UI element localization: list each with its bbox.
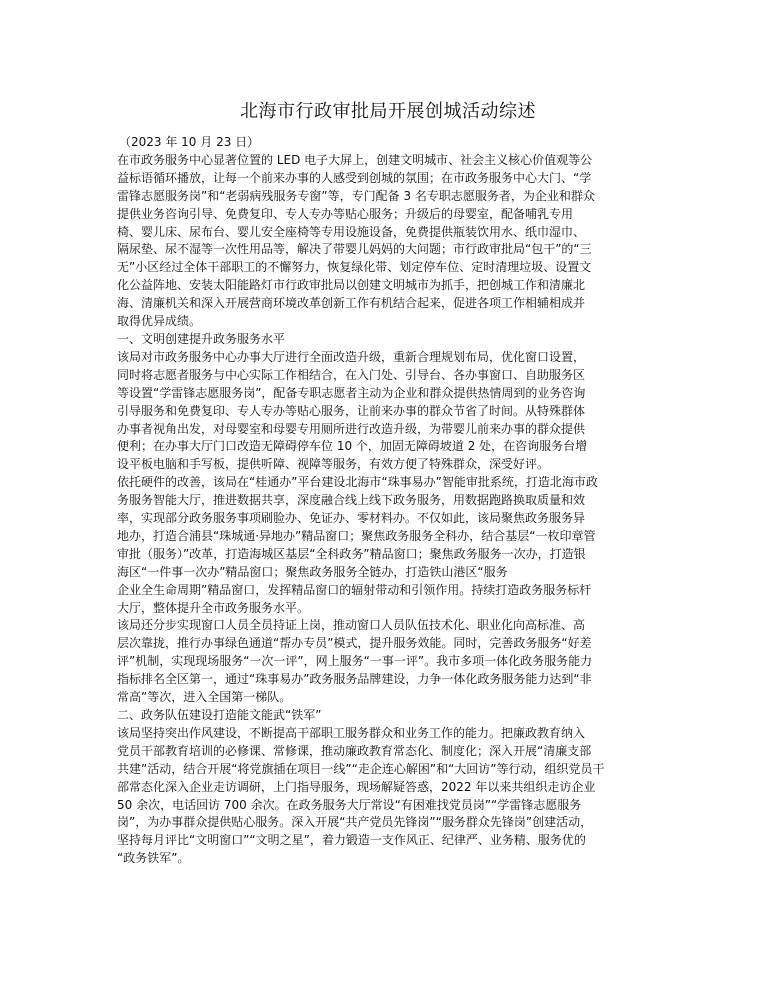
- body-text-line: 该局坚持突出作风建设，不断提高干部职工服务群众和业务工作的能力。把廉政教育纳入: [117, 725, 586, 740]
- body-text-line: 大厅，整体提升全市政务服务水平。: [117, 600, 310, 615]
- body-text-line: 海区“一件事一次办”精品窗口；聚焦政务服务全链办，打造铁山港区“服务: [117, 564, 508, 579]
- body-text-line: 常高”等次，进入全国第一梯队。: [117, 690, 292, 705]
- section-heading: 一、文明创建提升政务服务水平: [117, 331, 286, 346]
- body-text-line: 依托硬件的改善，该局在“桂通办”平台建设北海市“珠事易办”智能审批系统，打造北海市政: [117, 475, 598, 490]
- body-text-line: 在市政务服务中心显著位置的 LED 电子大屏上，创建文明城市、社会主义核心价值观等公: [117, 152, 593, 167]
- body-text-line: 审批（服务）”改革，打造海城区基层“全科政务”精品窗口；聚焦政务服务一次办，打造银: [117, 546, 586, 561]
- body-text-line: 共建”活动，结合开展“将党旗插在项目一线”“走企连心解困”和“大回访”等行动，组织党员干: [117, 761, 605, 776]
- body-text-line: 率，实现部分政务服务事项刷脸办、免证办、零材料办。不仅如此，该局聚焦政务服务异: [117, 511, 586, 526]
- body-text-line: 指标排名全区第一，通过“珠事易办”政务服务品牌建设，力争一体化政务服务能力达到“非: [117, 672, 592, 687]
- body-text-line: 无”小区经过全体干部职工的不懈努力，恢复绿化带、划定停车位、定时清理垃圾、设置文: [117, 260, 592, 275]
- body-text-line: 雷锋志愿服务岗”和“老弱病残服务专窗”等，专门配备 3 名专职志愿服务者，为企业和群众: [117, 188, 595, 203]
- body-text-line: 隔尿垫、尿不湿等一次性用品等，解决了带婴儿妈妈的大问题；市行政审批局“包干”的“三: [117, 242, 592, 257]
- body-text-line: 部常态化深入企业走访调研，上门指导服务，现场解疑答惑，2022 年以来共组织走访企业: [117, 779, 596, 794]
- body-text-line: 该局对市政务服务中心办事大厅进行全面改造升级，重新合理规划布局，优化窗口设置，: [117, 349, 586, 364]
- body-text-line: 同时将志愿者服务与中心实际工作相结合，在入门处、引导台、各办事窗口、自助服务区: [117, 367, 586, 382]
- body-text-line: 化公益阵地、安装太阳能路灯市行政审批局以创建文明城市为抓手，把创城工作和清廉北: [117, 278, 586, 293]
- body-text-line: 层次靠拢，推行办事绿色通道“帮办专员”模式，提升服务效能。同时，完善政务服务“好差: [117, 636, 592, 651]
- document-date: （2023 年 10 月 23 日）: [119, 135, 260, 149]
- body-text-line: “政务铁军”。: [117, 851, 190, 866]
- body-text-line: 办事者视角出发，对母婴室和母婴专用厕所进行改造升级，为带婴儿前来办事的群众提供: [117, 421, 586, 436]
- document-body: [117, 152, 659, 868]
- body-text-line: 坚持每月评比“文明窗口”“文明之星”，着力锻造一支作风正、纪律严、业务精、服务优的: [117, 833, 586, 848]
- body-text-line: 益标语循环播放，让每一个前来办事的人感受到创城的氛围；在市政务服务中心大门、“学: [117, 170, 592, 185]
- body-text-line: 地办，打造合浦县“珠城通·异地办”精品窗口；聚焦政务服务全科办，结合基层“一枚印章管: [117, 528, 596, 543]
- body-text-line: 椅、婴儿床、尿布台、婴儿安全座椅等专用设施设备，免费提供瓶装饮用水、纸巾湿巾、: [117, 224, 586, 239]
- body-text-line: 党员干部教育培训的必修课、常修课，推动廉政教育常态化、制度化；深入开展“清廉支部: [117, 743, 592, 758]
- body-text-line: 设平板电脑和手写板，提供听障、视障等服务，有效方便了特殊群众，深受好评。: [117, 457, 550, 472]
- body-text-line: 海、清廉机关和深入开展营商环境改革创新工作有机结合起来，促进各项工作相辅相成并: [117, 296, 586, 311]
- body-text-line: 50 余次，电话回访 700 余次。在政务服务大厅常设“有困难找党员岗”“学雷锋志愿服务: [117, 797, 582, 812]
- body-text-line: 取得优异成绩。: [117, 314, 202, 329]
- body-text-line: 等设置“学雷锋志愿服务岗”，配备专职志愿者主动为企业和群众提供热情周到的业务咨询: [117, 385, 586, 400]
- document-title: 北海市行政审批局开展创城活动综述: [240, 101, 536, 122]
- document-page: [117, 100, 659, 868]
- section-heading: 二、政务队伍建设打造能文能武“铁军”: [117, 708, 322, 722]
- body-text-line: 引导服务和免费复印、专人专办等贴心服务，让前来办事的群众节省了时间。从特殊群体: [117, 403, 586, 418]
- body-text-line: 便利；在办事大厅门口改造无障碍停车位 10 个，加固无障碍坡道 2 处，在咨询服务台增: [117, 439, 588, 454]
- body-text-line: 提供业务咨询引导、免费复印、专人专办等贴心服务；升级后的母婴室，配备哺乳专用: [117, 206, 574, 221]
- body-text-line: 岗”，为办事群众提供贴心服务。深入开展“共产党员先锋岗”“服务群众先锋岗”创建活动，: [117, 815, 593, 830]
- body-text-line: 企业全生命周期”精品窗口，发挥精品窗口的辐射带动和引领作用。持续打造政务服务标杆: [117, 582, 592, 597]
- body-text-line: 该局还分步实现窗口人员全员持证上岗，推动窗口人员队伍技术化、职业化向高标准、高: [117, 618, 586, 633]
- body-text-line: 务服务智能大厅，推进数据共享，深度融合线上线下政务服务，用数据跑路换取质量和效: [117, 493, 586, 508]
- body-text-line: 评”机制，实现现场服务“一次一评”，网上服务“一事一评”。我市多项一体化政务服务能力: [117, 654, 593, 669]
